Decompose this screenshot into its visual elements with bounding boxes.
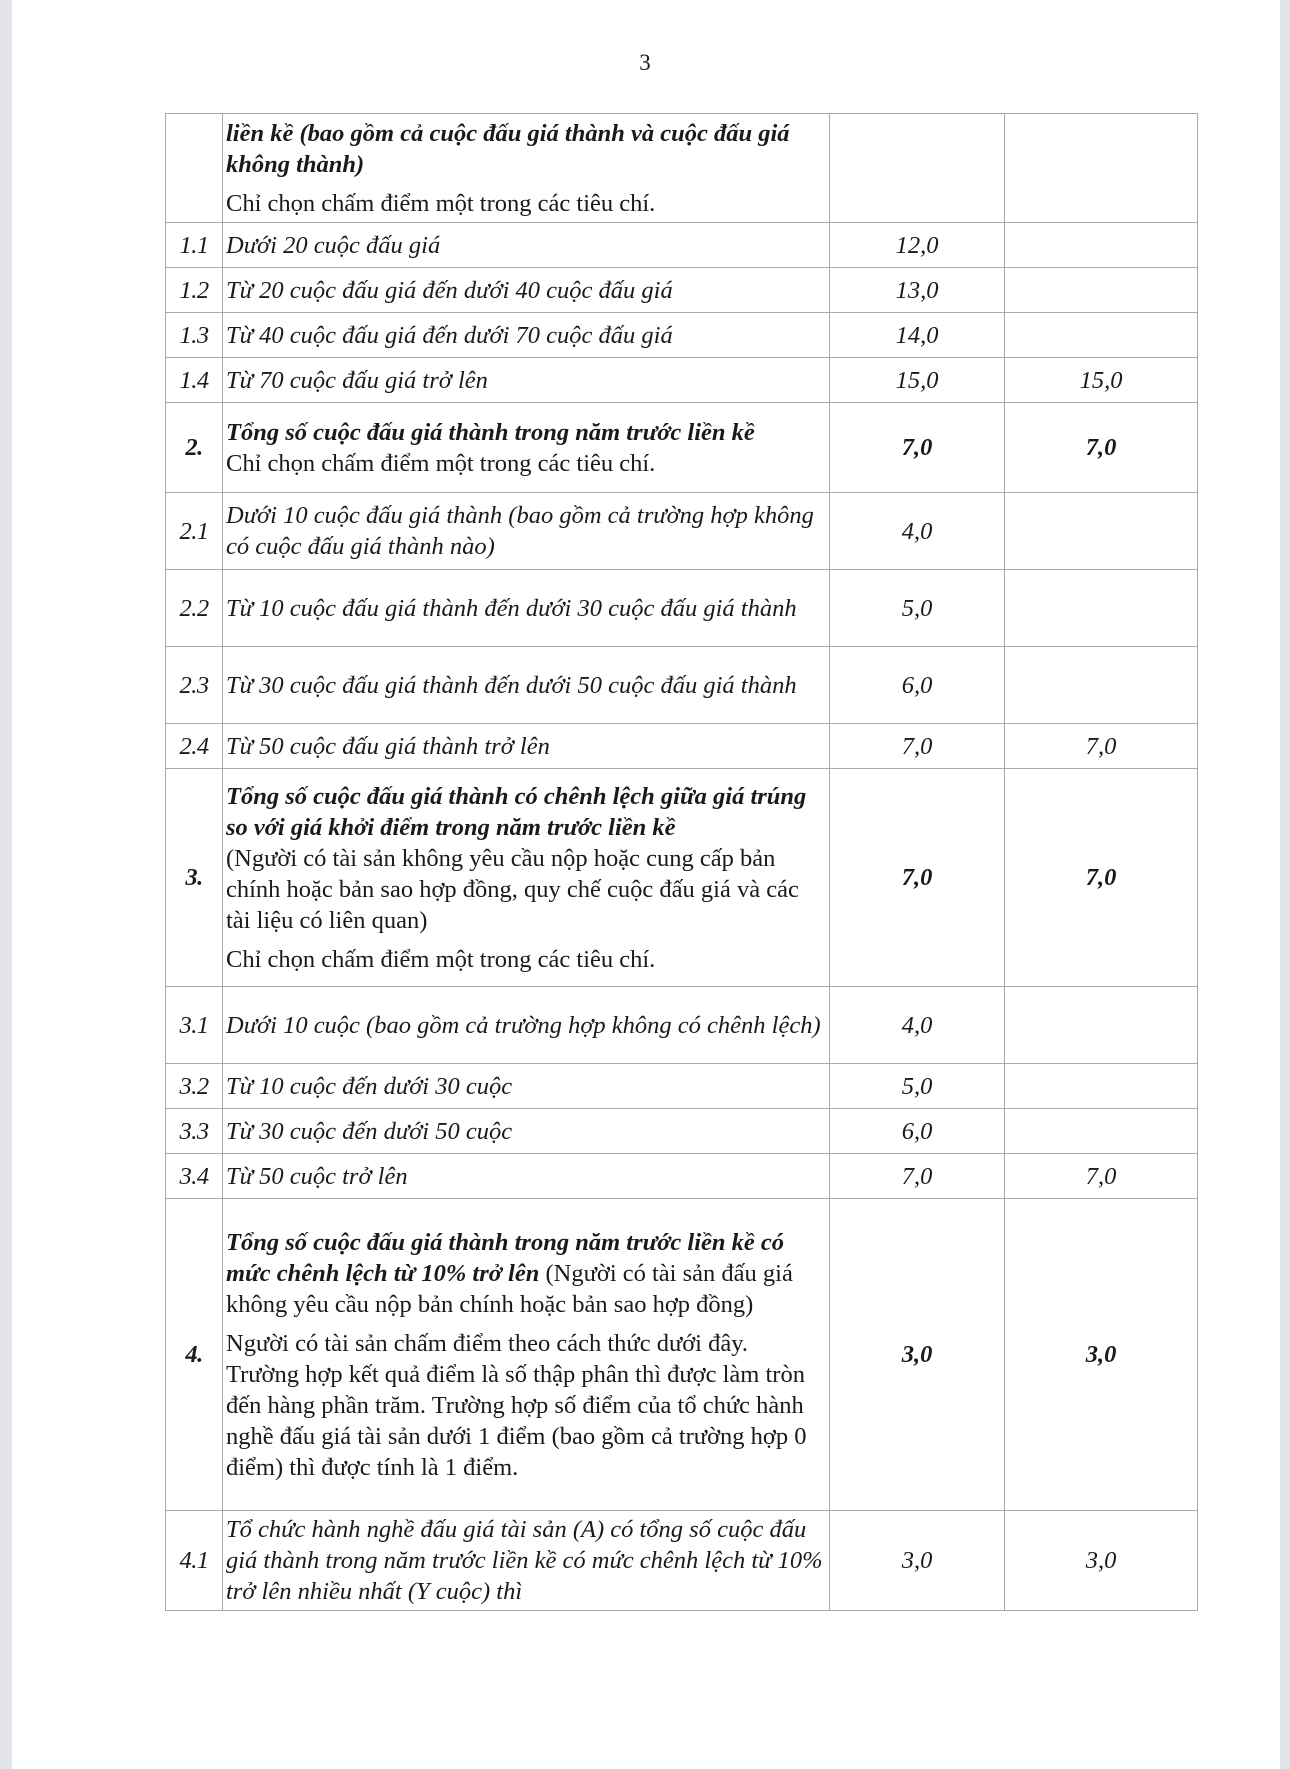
criterion-heading: liền kề (bao gồm cả cuộc đấu giá thành và cuộc đấu giá không thành) bbox=[226, 119, 790, 178]
self-score: 7,0 bbox=[1005, 1154, 1198, 1199]
criterion-condition: (Người có tài sản không yêu cầu nộp hoặc cung cấp bản chính hoặc bản sao hợp đồng, quy chế cuộc đấu giá và các tài liệu có liên quan) bbox=[226, 844, 799, 934]
self-score bbox=[1005, 647, 1198, 724]
criterion-text: Từ 40 cuộc đấu giá đến dưới 70 cuộc đấu giá bbox=[223, 313, 830, 358]
table-row bbox=[166, 358, 1198, 403]
table-row bbox=[166, 268, 1198, 313]
row-number: 1.4 bbox=[166, 358, 223, 403]
criterion-text: Từ 10 cuộc đấu giá thành đến dưới 30 cuộc đấu giá thành bbox=[223, 570, 830, 647]
criterion-text: Từ 30 cuộc đến dưới 50 cuộc bbox=[223, 1109, 830, 1154]
criterion-heading: Tổng số cuộc đấu giá thành có chênh lệch giữa giá trúng so với giá khởi điểm trong năm trước liền kề bbox=[226, 782, 807, 841]
criterion-note: Chỉ chọn chấm điểm một trong các tiêu chí. bbox=[226, 945, 656, 973]
max-score: 3,0 bbox=[830, 1199, 1005, 1511]
max-score: 4,0 bbox=[830, 987, 1005, 1064]
criterion-text: Dưới 10 cuộc (bao gồm cả trường hợp không có chênh lệch) bbox=[223, 987, 830, 1064]
table-row-criterion-2 bbox=[166, 403, 1198, 493]
self-score bbox=[1005, 493, 1198, 570]
max-score: 7,0 bbox=[830, 724, 1005, 769]
self-score: 7,0 bbox=[1005, 724, 1198, 769]
table-row bbox=[166, 313, 1198, 358]
criterion-text: Từ 10 cuộc đến dưới 30 cuộc bbox=[223, 1064, 830, 1109]
self-score: 7,0 bbox=[1005, 403, 1198, 493]
table-row bbox=[166, 1511, 1198, 1611]
table-row bbox=[166, 493, 1198, 570]
table-row bbox=[166, 1154, 1198, 1199]
criterion-text: Từ 50 cuộc trở lên bbox=[223, 1154, 830, 1199]
viewer-right-scrollbar[interactable] bbox=[1280, 0, 1290, 1769]
self-score: 3,0 bbox=[1005, 1511, 1198, 1611]
row-number: 1.2 bbox=[166, 268, 223, 313]
criterion-text: Dưới 20 cuộc đấu giá bbox=[223, 223, 830, 268]
table-row bbox=[166, 1064, 1198, 1109]
table-row bbox=[166, 570, 1198, 647]
row-number: 1.3 bbox=[166, 313, 223, 358]
table-row bbox=[166, 223, 1198, 268]
max-score: 4,0 bbox=[830, 493, 1005, 570]
criterion-heading: Tổng số cuộc đấu giá thành trong năm trước liền kề có mức chênh lệch từ 10% trở lên bbox=[226, 1228, 785, 1287]
self-score: 15,0 bbox=[1005, 358, 1198, 403]
max-score: 13,0 bbox=[830, 268, 1005, 313]
max-score: 5,0 bbox=[830, 570, 1005, 647]
max-score: 6,0 bbox=[830, 647, 1005, 724]
criterion-heading: Tổng số cuộc đấu giá thành trong năm trước liền kề bbox=[226, 418, 755, 446]
row-number: 3. bbox=[166, 769, 223, 987]
criterion-text: Từ 20 cuộc đấu giá đến dưới 40 cuộc đấu giá bbox=[223, 268, 830, 313]
viewer-left-margin bbox=[0, 0, 12, 1769]
criterion-description bbox=[223, 1199, 830, 1511]
self-score bbox=[1005, 987, 1198, 1064]
self-score bbox=[1005, 313, 1198, 358]
max-score: 15,0 bbox=[830, 358, 1005, 403]
row-number: 4. bbox=[166, 1199, 223, 1511]
criterion-text: Từ 30 cuộc đấu giá thành đến dưới 50 cuộc đấu giá thành bbox=[223, 647, 830, 724]
table-row-criterion-4 bbox=[166, 1199, 1198, 1511]
self-score bbox=[1005, 570, 1198, 647]
self-score bbox=[1005, 223, 1198, 268]
row-number: 2. bbox=[166, 403, 223, 493]
table-row bbox=[166, 1109, 1198, 1154]
max-score: 5,0 bbox=[830, 1064, 1005, 1109]
max-score: 3,0 bbox=[830, 1511, 1005, 1611]
row-number: 3.4 bbox=[166, 1154, 223, 1199]
page-number: 3 bbox=[639, 50, 651, 75]
self-score bbox=[1005, 1064, 1198, 1109]
table-row bbox=[166, 987, 1198, 1064]
criterion-condition: (Người có tài sản đấu giá không yêu cầu nộp bản chính hoặc bản sao hợp đồng) bbox=[226, 1259, 793, 1318]
self-score: 7,0 bbox=[1005, 769, 1198, 987]
self-score bbox=[1005, 114, 1198, 223]
row-number: 2.3 bbox=[166, 647, 223, 724]
row-number bbox=[166, 114, 223, 223]
table-row-criterion-1-continued bbox=[166, 114, 1198, 223]
criterion-text: Dưới 10 cuộc đấu giá thành (bao gồm cả trường hợp không có cuộc đấu giá thành nào) bbox=[223, 493, 830, 570]
scoring-criteria-table bbox=[165, 113, 1198, 1611]
max-score bbox=[830, 114, 1005, 223]
max-score: 7,0 bbox=[830, 403, 1005, 493]
criterion-description bbox=[223, 114, 830, 223]
max-score: 7,0 bbox=[830, 1154, 1005, 1199]
table-row bbox=[166, 724, 1198, 769]
criterion-note: Chỉ chọn chấm điểm một trong các tiêu chí. bbox=[226, 189, 656, 217]
table-row-criterion-3 bbox=[166, 769, 1198, 987]
criterion-note: Chỉ chọn chấm điểm một trong các tiêu chí. bbox=[226, 449, 656, 477]
max-score: 14,0 bbox=[830, 313, 1005, 358]
row-number: 4.1 bbox=[166, 1511, 223, 1611]
criterion-text: Từ 70 cuộc đấu giá trở lên bbox=[223, 358, 830, 403]
self-score bbox=[1005, 268, 1198, 313]
criterion-description bbox=[223, 769, 830, 987]
row-number: 3.1 bbox=[166, 987, 223, 1064]
criterion-description bbox=[223, 403, 830, 493]
row-number: 2.2 bbox=[166, 570, 223, 647]
row-number: 3.3 bbox=[166, 1109, 223, 1154]
criterion-note: Người có tài sản chấm điểm theo cách thức dưới đây. Trường hợp kết quả điểm là số thập phân thì được làm tròn đến hàng phần trăm. Trường hợp số điểm của tổ chức hành nghề đấu giá tài sản dưới 1 điểm (bao gồm cả trường hợp 0 điểm) thì được tính là 1 điểm. bbox=[226, 1329, 807, 1481]
self-score bbox=[1005, 1109, 1198, 1154]
row-number: 3.2 bbox=[166, 1064, 223, 1109]
max-score: 6,0 bbox=[830, 1109, 1005, 1154]
criterion-text: Từ 50 cuộc đấu giá thành trở lên bbox=[223, 724, 830, 769]
row-number: 1.1 bbox=[166, 223, 223, 268]
self-score: 3,0 bbox=[1005, 1199, 1198, 1511]
max-score: 12,0 bbox=[830, 223, 1005, 268]
max-score: 7,0 bbox=[830, 769, 1005, 987]
row-number: 2.1 bbox=[166, 493, 223, 570]
row-number: 2.4 bbox=[166, 724, 223, 769]
table-row bbox=[166, 647, 1198, 724]
criterion-text: Tổ chức hành nghề đấu giá tài sản (A) có tổng số cuộc đấu giá thành trong năm trước liền kề có mức chênh lệch từ 10% trở lên nhiều nhất (Y cuộc) thì bbox=[223, 1511, 830, 1611]
